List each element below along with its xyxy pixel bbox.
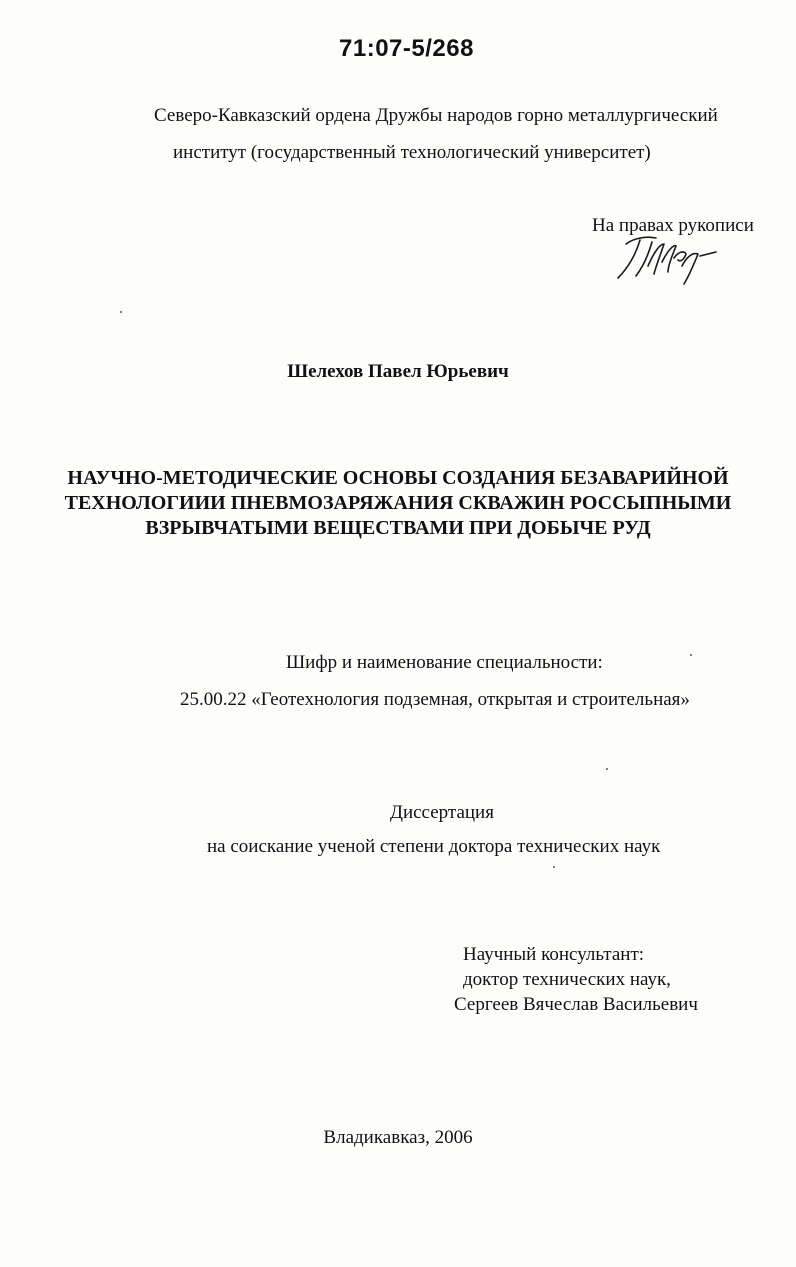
title-line: НАУЧНО-МЕТОДИЧЕСКИЕ ОСНОВЫ СОЗДАНИЯ БЕЗАВАРИЙНОЙ — [67, 467, 729, 489]
scan-speck — [553, 866, 555, 868]
dissertation-label: Диссертация — [390, 802, 494, 823]
degree-statement: на соискание ученой степени доктора технических наук — [207, 836, 661, 857]
handwritten-signature — [612, 222, 732, 288]
specialty-label: Шифр и наименование специальности: — [286, 652, 603, 673]
scan-speck — [120, 311, 122, 313]
catalog-number: 71:07-5/268 — [339, 35, 474, 62]
institution-line-1: Северо-Кавказский ордена Дружбы народов горно металлургический — [154, 105, 718, 126]
manuscript-rights: На правах рукописи — [592, 215, 754, 236]
city-year: Владикавказ, 2006 — [323, 1127, 473, 1148]
institution-line-2: институт (государственный технологический университет) — [173, 142, 651, 163]
consultant-degree: доктор технических наук, — [463, 969, 671, 990]
consultant-label: Научный консультант: — [463, 944, 645, 965]
title-line: ТЕХНОЛОГИИИ ПНЕВМОЗАРЯЖАНИЯ СКВАЖИН РОССЫПНЫМИ — [64, 492, 732, 514]
title-line: ВЗРЫВЧАТЫМИ ВЕЩЕСТВАМИ ПРИ ДОБЫЧЕ РУД — [145, 517, 651, 539]
scan-speck — [606, 768, 608, 770]
specialty-value: 25.00.22 «Геотехнология подземная, открытая и строительная» — [180, 689, 690, 710]
consultant-name: Сергеев Вячеслав Васильевич — [454, 994, 698, 1015]
author-name: Шелехов Павел Юрьевич — [287, 361, 509, 382]
scan-speck — [690, 654, 692, 656]
dissertation-title — [0, 466, 796, 541]
